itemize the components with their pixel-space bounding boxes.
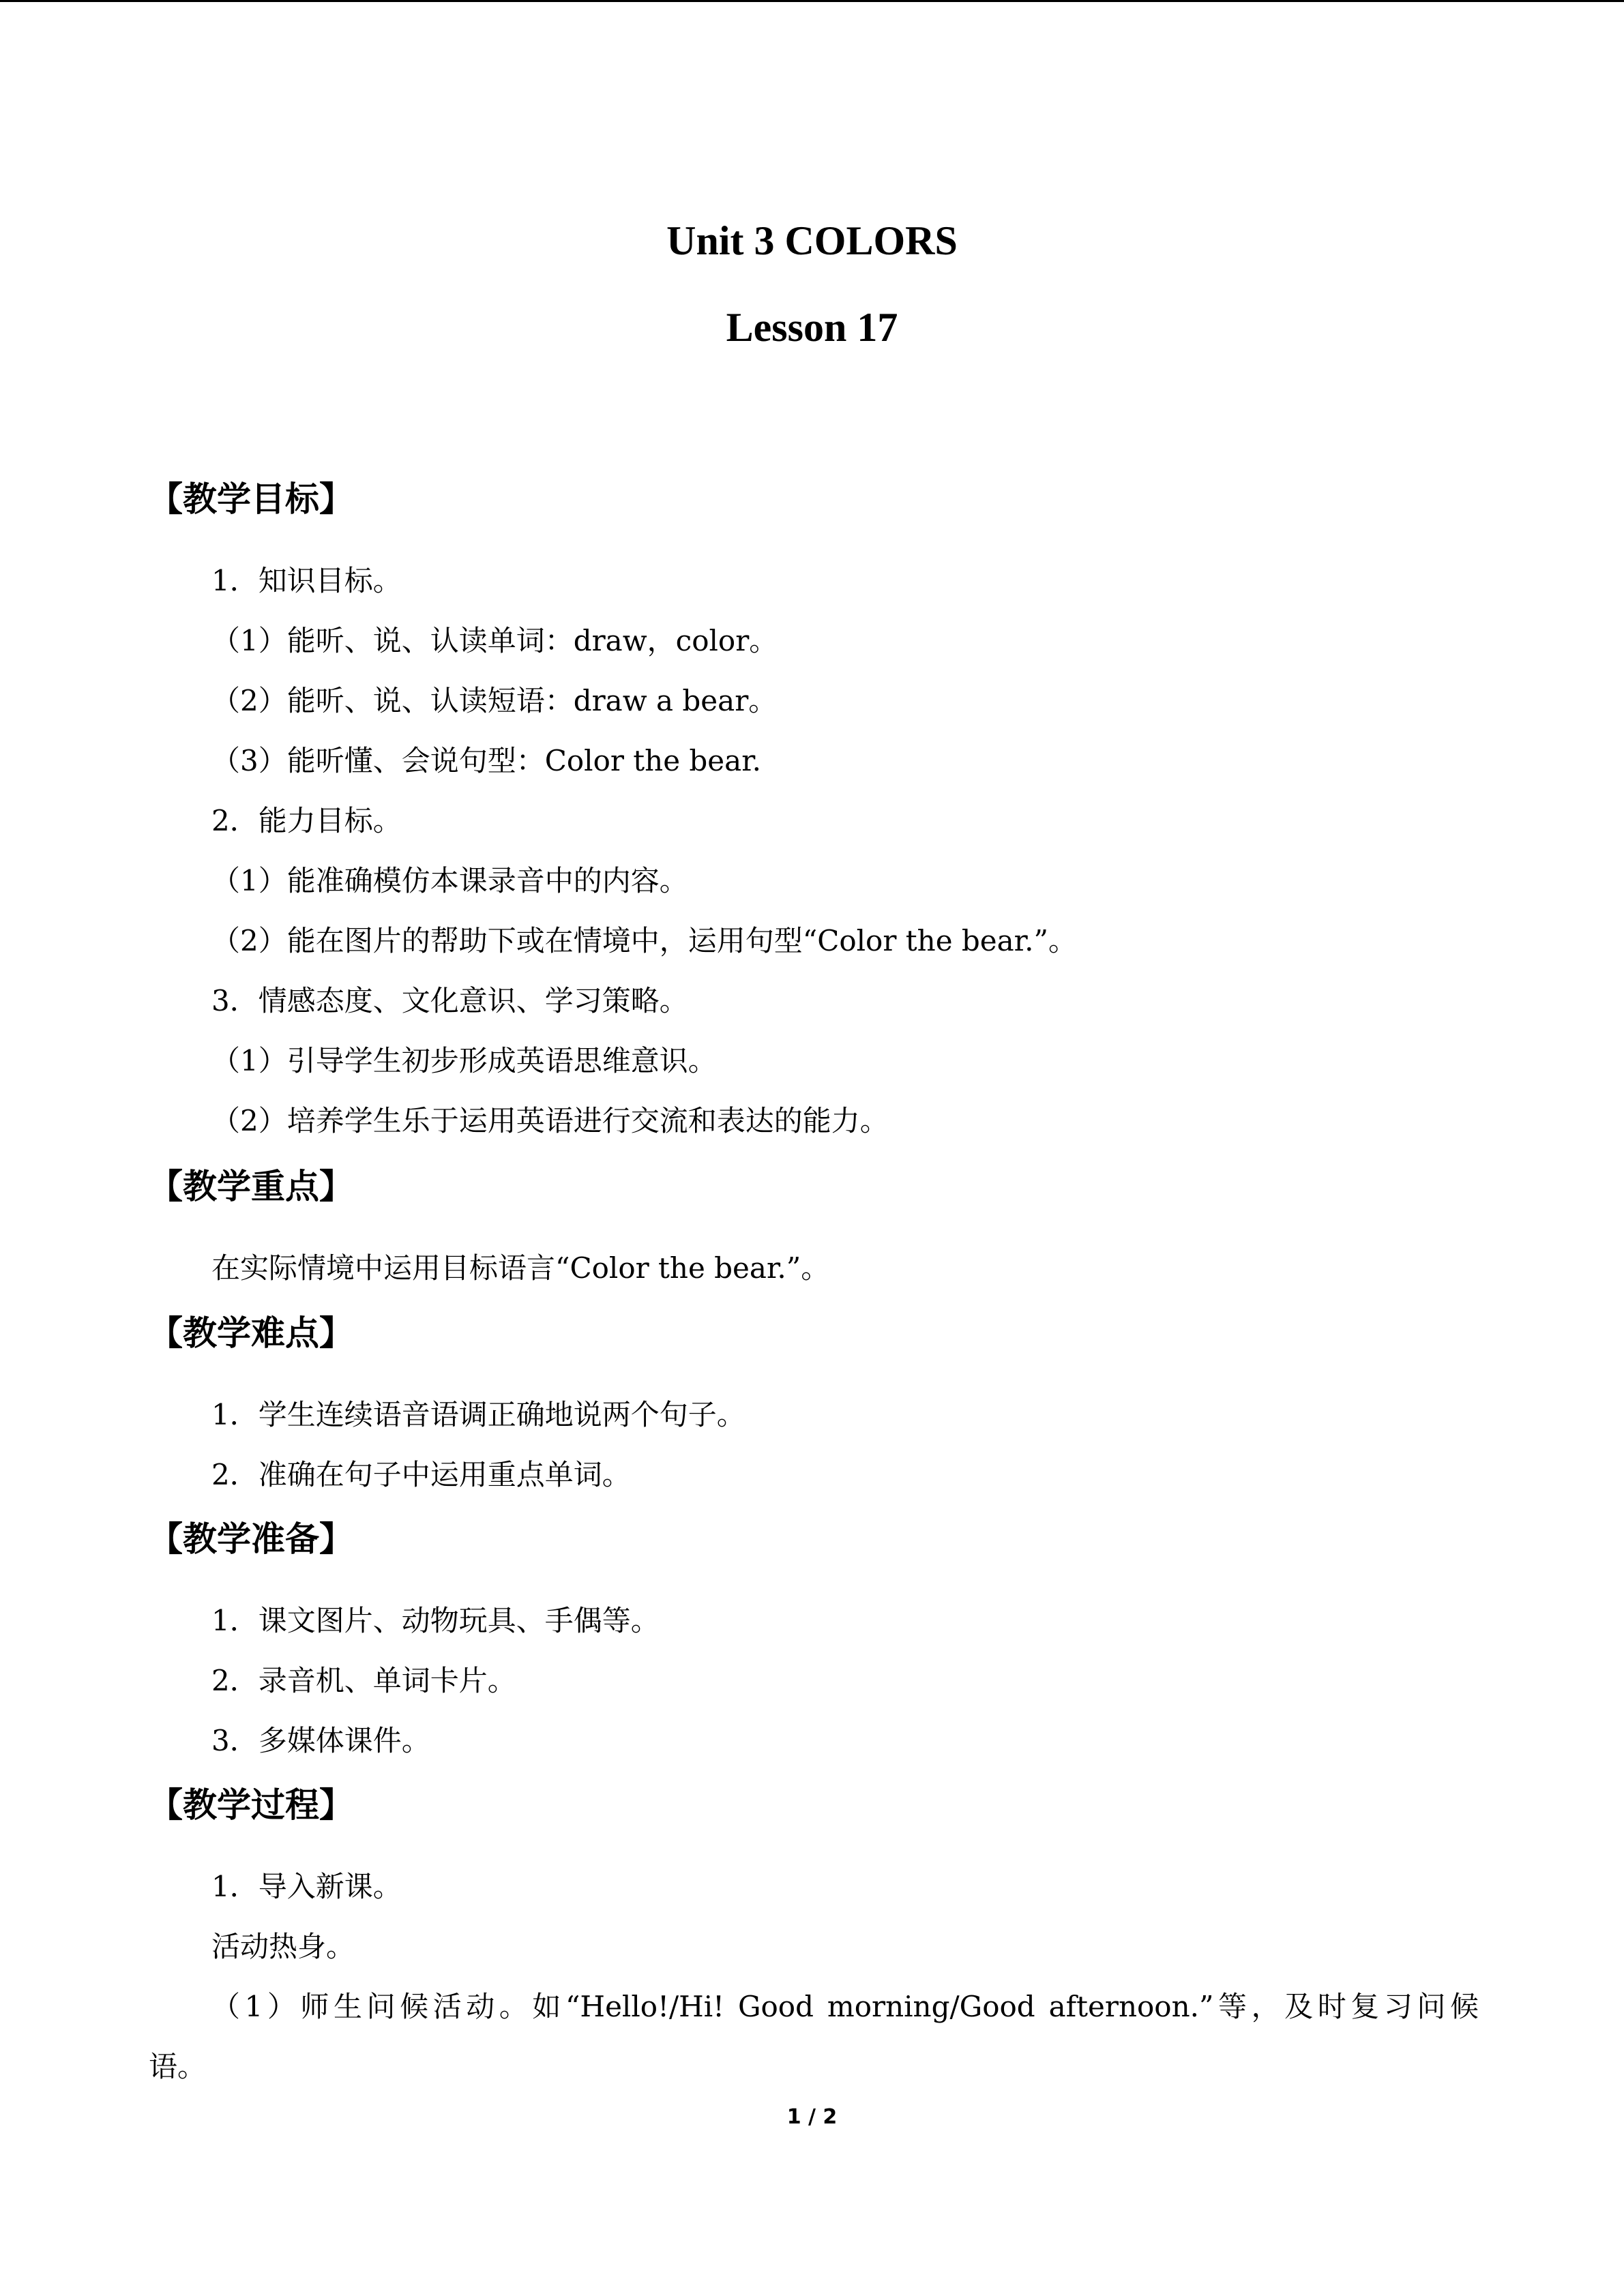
objectives-line: 3．情感态度、文化意识、学习策略。 [211, 984, 688, 1017]
objectives-line: （2）能听、说、认读短语：draw a bear。 [211, 684, 778, 717]
objectives-line: （2）能在图片的帮助下或在情境中，运用句型“Color the bear.”。 [211, 924, 1077, 957]
section-heading-key-points: 【教学重点】 [149, 1167, 353, 1206]
objectives-line: （2）培养学生乐于运用英语进行交流和表达的能力。 [211, 1104, 889, 1137]
section-heading-process: 【教学过程】 [149, 1785, 353, 1825]
process-line: （1）师生问候活动。如“Hello!/Hi! Good morning/Good afternoon.”等，及时复习问候 [211, 1990, 1479, 2023]
difficulties-line: 1．学生连续语音语调正确地说两个句子。 [211, 1398, 745, 1431]
process-line-continued: 语。 [149, 2050, 207, 2083]
page-number: 1 / 2 [786, 2105, 838, 2129]
objectives-line: （3）能听懂、会说句型：Color the bear. [211, 744, 762, 777]
objectives-line: 1．知识目标。 [211, 564, 402, 597]
process-line: 活动热身。 [211, 1930, 355, 1963]
section-heading-difficulties: 【教学难点】 [149, 1313, 353, 1353]
key-points-line: 在实际情境中运用目标语言“Color the bear.”。 [211, 1251, 830, 1285]
preparation-line: 3．多媒体课件。 [211, 1724, 430, 1757]
objectives-line: （1）能听、说、认读单词：draw，color。 [211, 624, 778, 657]
process-line: 1．导入新课。 [211, 1870, 402, 1903]
objectives-line: （1）引导学生初步形成英语思维意识。 [211, 1044, 717, 1077]
preparation-line: 2．录音机、单词卡片。 [211, 1664, 516, 1697]
lesson-title: Lesson 17 [726, 305, 898, 350]
unit-title: Unit 3 COLORS [666, 218, 958, 263]
objectives-line: 2．能力目标。 [211, 804, 402, 837]
objectives-line: （1）能准确模仿本课录音中的内容。 [211, 864, 688, 897]
difficulties-line: 2．准确在句子中运用重点单词。 [211, 1458, 631, 1491]
preparation-line: 1．课文图片、动物玩具、手偶等。 [211, 1604, 660, 1637]
section-heading-objectives: 【教学目标】 [149, 479, 353, 519]
section-heading-preparation: 【教学准备】 [149, 1519, 353, 1559]
